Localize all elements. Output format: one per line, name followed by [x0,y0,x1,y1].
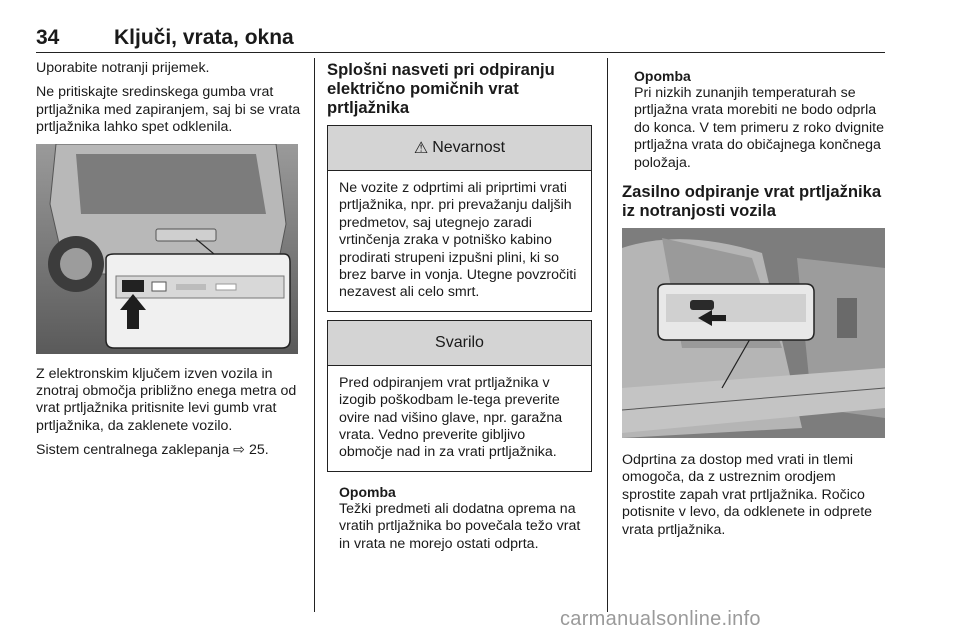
section-heading: Zasilno odpiranje vrat prtljažnika iz notranjosti vozila [622,182,882,221]
column-2 [327,60,592,560]
danger-box [327,125,592,312]
column-1 [36,60,304,467]
danger-box-header [328,126,591,171]
note [339,484,592,553]
watermark: carmanualsonline.info [560,608,761,630]
header-rule [36,52,885,53]
note-label: Opomba [634,68,691,84]
caution-text: Pred odpiranjem vrat prtljažnika v izogib poškodbam le-tega preverite ovire nad višino glave, npr. garažna vrata. Vedno preverite gibljivo območje nad in za vrati prtljažnika. [339,374,563,461]
caution-box [327,320,592,472]
column-3 [622,60,887,546]
section-heading: Splošni nasveti pri odpiranju električno pomičnih vrat prtljažnika [327,60,555,117]
cross-reference[interactable]: Sistem centralnega zaklepanja ⇨ 25. [36,442,269,459]
column-divider [607,58,608,612]
tailgate-illustration [36,144,298,354]
paragraph: Z elektronskim ključem izven vozila in znotraj območja približno enega metra od vrat prtljažnika pritisnite levi gumb vrat prtljažnika, da zaklenete vozilo. [36,365,297,434]
note-text: Pri nizkih zunanjih temperaturah se prtljažna vrata morebiti ne bodo odprla do konca. V tem primeru z roko dvignite prtljažna vrata do običajnega končnega položaja. [634,85,884,171]
paragraph: Odprtina za dostop med vrati in tlemi omogoča, da z ustreznim orodjem sprostite zapah vrat prtljažnika. Ročico potisnite v levo, da odklenete in odprete vrata prtljažnika. [622,452,873,538]
danger-text: Ne vozite z odprtimi ali priprtimi vrati prtljažnika, npr. pri prevažanju daljših predmetov, saj utegnejo zaradi vrtinčenja zraka v potniško kabino prodirati strupeni izpušni plini, ki so brez barve in vonja. Utegne povzročiti nezavest ali celo smrt. [339,180,577,301]
paragraph: Ne pritiskajte sredinskega gumba vrat prtljažnika med zapiranjem, saj bi se vrata prtljažnika lahko spet odklenila. [36,84,301,136]
page-number: 34 [36,26,60,49]
tailgate-interior-figure [622,228,885,438]
interior-illustration [622,228,885,438]
note-label: Opomba [339,483,396,500]
note-text: Težki predmeti ali dodatna oprema na vratih prtljažnika bo povečala težo vrat in vrata ne morejo ostati odprta. [339,500,581,552]
paragraph: Uporabite notranji prijemek. [36,60,210,76]
caution-box-header [328,321,591,366]
caution-title: Svarilo [435,333,484,351]
tailgate-exterior-figure [36,144,298,354]
warning-triangle-icon: ⚠ [413,140,429,157]
page-title: Ključi, vrata, okna [114,26,294,49]
note [634,68,887,172]
column-divider [314,58,315,612]
danger-title: Nevarnost [432,139,506,156]
